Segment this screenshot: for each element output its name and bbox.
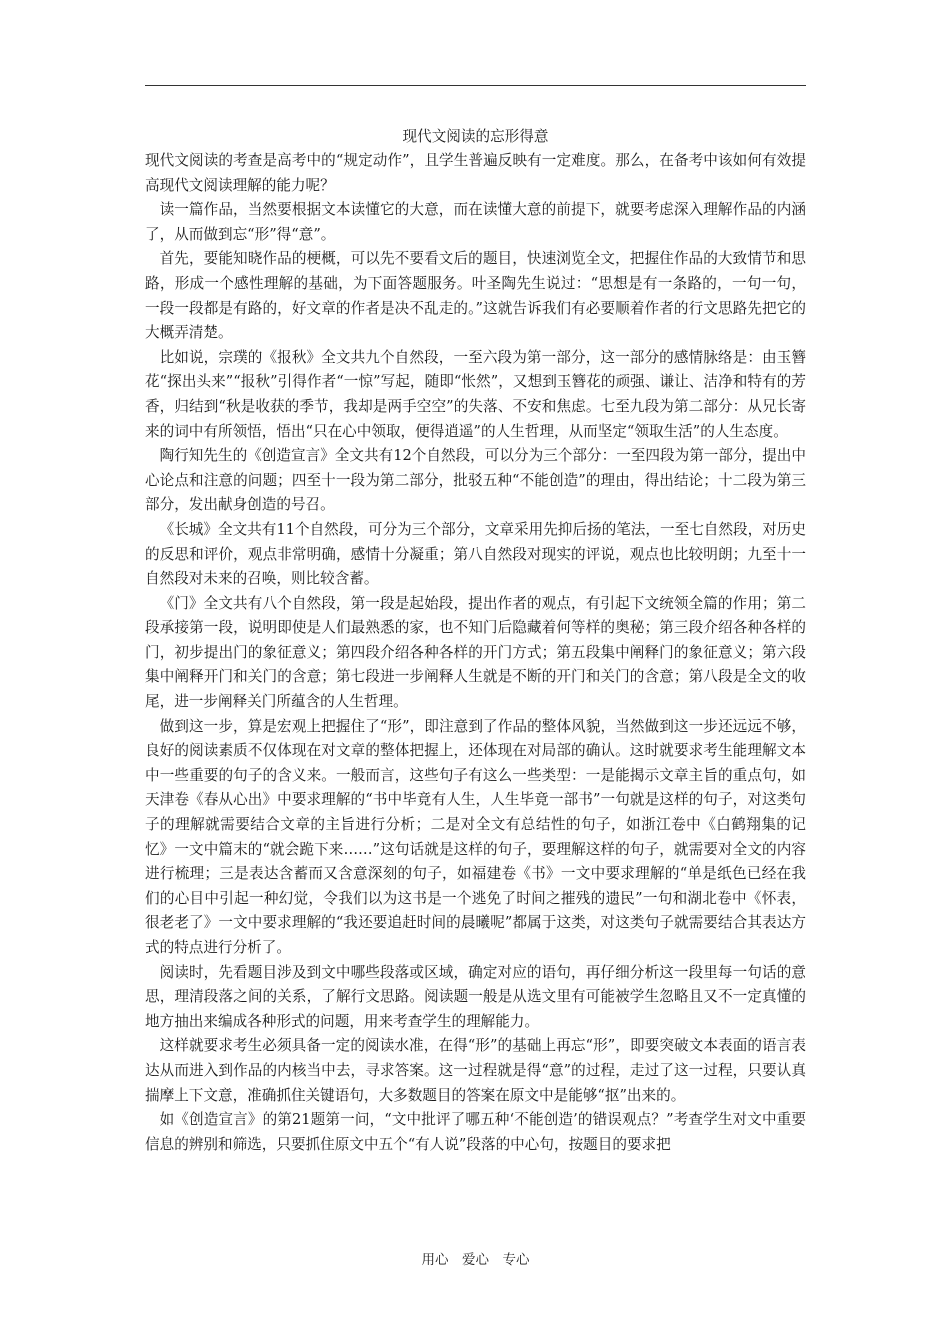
paragraph-3: 首先，要能知晓作品的梗概，可以先不要看文后的题目，快速浏览全文，把握住作品的大致情节和思路，形成一个感性理解的基础，为下面答题服务。叶圣陶先生说过：“思想是有一条路的，一句一句，一段一段都是有路的，好文章的作者是决不乱走的。”这就告诉我们有必要顺着作者的行文思路先把它的大概弄清楚。: [145, 250, 806, 342]
paragraph-1: 现代文阅读的考查是高考中的“规定动作”，且学生普遍反映有一定难度。那么，在备考中该如何有效提高现代文阅读理解的能力呢？: [145, 152, 806, 194]
paragraph-7: 《门》全文共有八个自然段，第一段是起始段，提出作者的观点，有引起下文统领全篇的作用；第二段承接第一段，说明即使是人们最熟悉的家，也不知门后隐藏着何等样的奥秘；第三段介绍各种各样的门，初步提出门的象征意义；第四段介绍各种各样的开门方式；第五段集中阐释门的象征意义；第六段集中阐释开门和关门的含意；第七段进一步阐释人生就是不断的开门和关门的含意；第八段是全文的收尾，进一步阐释关门所蕴含的人生哲理。: [145, 594, 806, 711]
header-rule: [145, 85, 806, 86]
paragraph-9: 阅读时，先看题目涉及到文中哪些段落或区域，确定对应的语句，再仔细分析这一段里每一句话的意思，理清段落之间的关系，了解行文思路。阅读题一般是从选文里有可能被学生忽略且又不一定真懂的地方抽出来编成各种形式的问题，用来考查学生的理解能力。: [145, 963, 806, 1030]
paragraph-8: 做到这一步，算是宏观上把握住了“形”，即注意到了作品的整体风貌，当然做到这一步还远远不够，良好的阅读素质不仅体现在对文章的整体把握上，还体现在对局部的确认。这时就要求考生能理解文本中一些重要的句子的含义来。一般而言，这些句子有这么一些类型：一是能揭示文章主旨的重点句，如天津卷《春从心出》中要求理解的“书中毕竟有人生，人生毕竟一部书”一句就是这样的句子，对这类句子的理解就需要结合文章的主旨进行分析；二是对全文有总结性的句子，如浙江卷中《白鹤翔集的记忆》一文中篇末的“就会跪下来……”这句话就是这样的句子，要理解这样的句子，就需要对全文的内容进行梳理；三是表达含蓄而又含意深刻的句子，如福建卷《书》一文中要求理解的“单是纸色已经在我们的心目中引起一种幻觉，令我们以为这书是一个逃免了时间之摧残的遗民”一句和湖北卷中《怀表，很老老了》一文中要求理解的“我还要追赶时间的晨曦呢”都属于这类，对这类句子就需要结合其表达方式的特点进行分析了。: [145, 717, 806, 956]
paragraph-10: 这样就要求考生必须具备一定的阅读水准，在得“形”的基础上再忘“形”，即要突破文本表面的语言表达从而进入到作品的内核当中去，寻求答案。这一过程就是得“意”的过程，走过了这一过程，只要认真揣摩上下文意，准确抓住关键语句，大多数题目的答案在原文中是能够“抠”出来的。: [145, 1037, 806, 1104]
paragraph-4: 比如说，宗璞的《报秋》全文共九个自然段，一至六段为第一部分，这一部分的感情脉络是：由玉簪花“探出头来”“报秋”引得作者“一惊”写起，随即“怅然”，又想到玉簪花的顽强、谦让、洁净和特有的芳香，归结到“秋是收获的季节，我却是两手空空”的失落、不安和焦虑。七至九段为第二部分：从兄长寄来的词中有所领悟，悟出“只在心中领取，便得逍遥”的人生哲理，从而坚定“领取生活”的人生态度。: [145, 348, 806, 440]
paragraph-5: 陶行知先生的《创造宣言》全文共有12个自然段，可以分为三个部分：一至四段为第一部分，提出中心论点和注意的问题；四至十一段为第二部分，批驳五种“不能创造”的理由，得出结论；十二段为第三部分，发出献身创造的号召。: [145, 447, 806, 514]
page-footer: 用心 爱心 专心: [421, 1252, 530, 1268]
paragraph-11: 如《创造宣言》的第21题第一问，“文中批评了哪五种‘不能创造’的错误观点？”考查学生对文中重要信息的辨别和筛选，只要抓住原文中五个“有人说”段落的中心句，按题目的要求把: [145, 1111, 806, 1153]
document-body: [145, 149, 806, 1157]
paragraph-6: 《长城》全文共有11个自然段，可分为三个部分，文章采用先抑后扬的笔法，一至七自然段，对历史的反思和评价，观点非常明确，感情十分凝重；第八自然段对现实的评说，观点也比较明朗；九至十一自然段对未来的召唤，则比较含蓄。: [145, 520, 806, 588]
paragraph-2: 读一篇作品，当然要根据文本读懂它的大意，而在读懂大意的前提下，就要考虑深入理解作品的内涵了，从而做到忘“形”得“意”。: [145, 201, 806, 243]
document-title: 现代文阅读的忘形得意: [402, 128, 549, 145]
